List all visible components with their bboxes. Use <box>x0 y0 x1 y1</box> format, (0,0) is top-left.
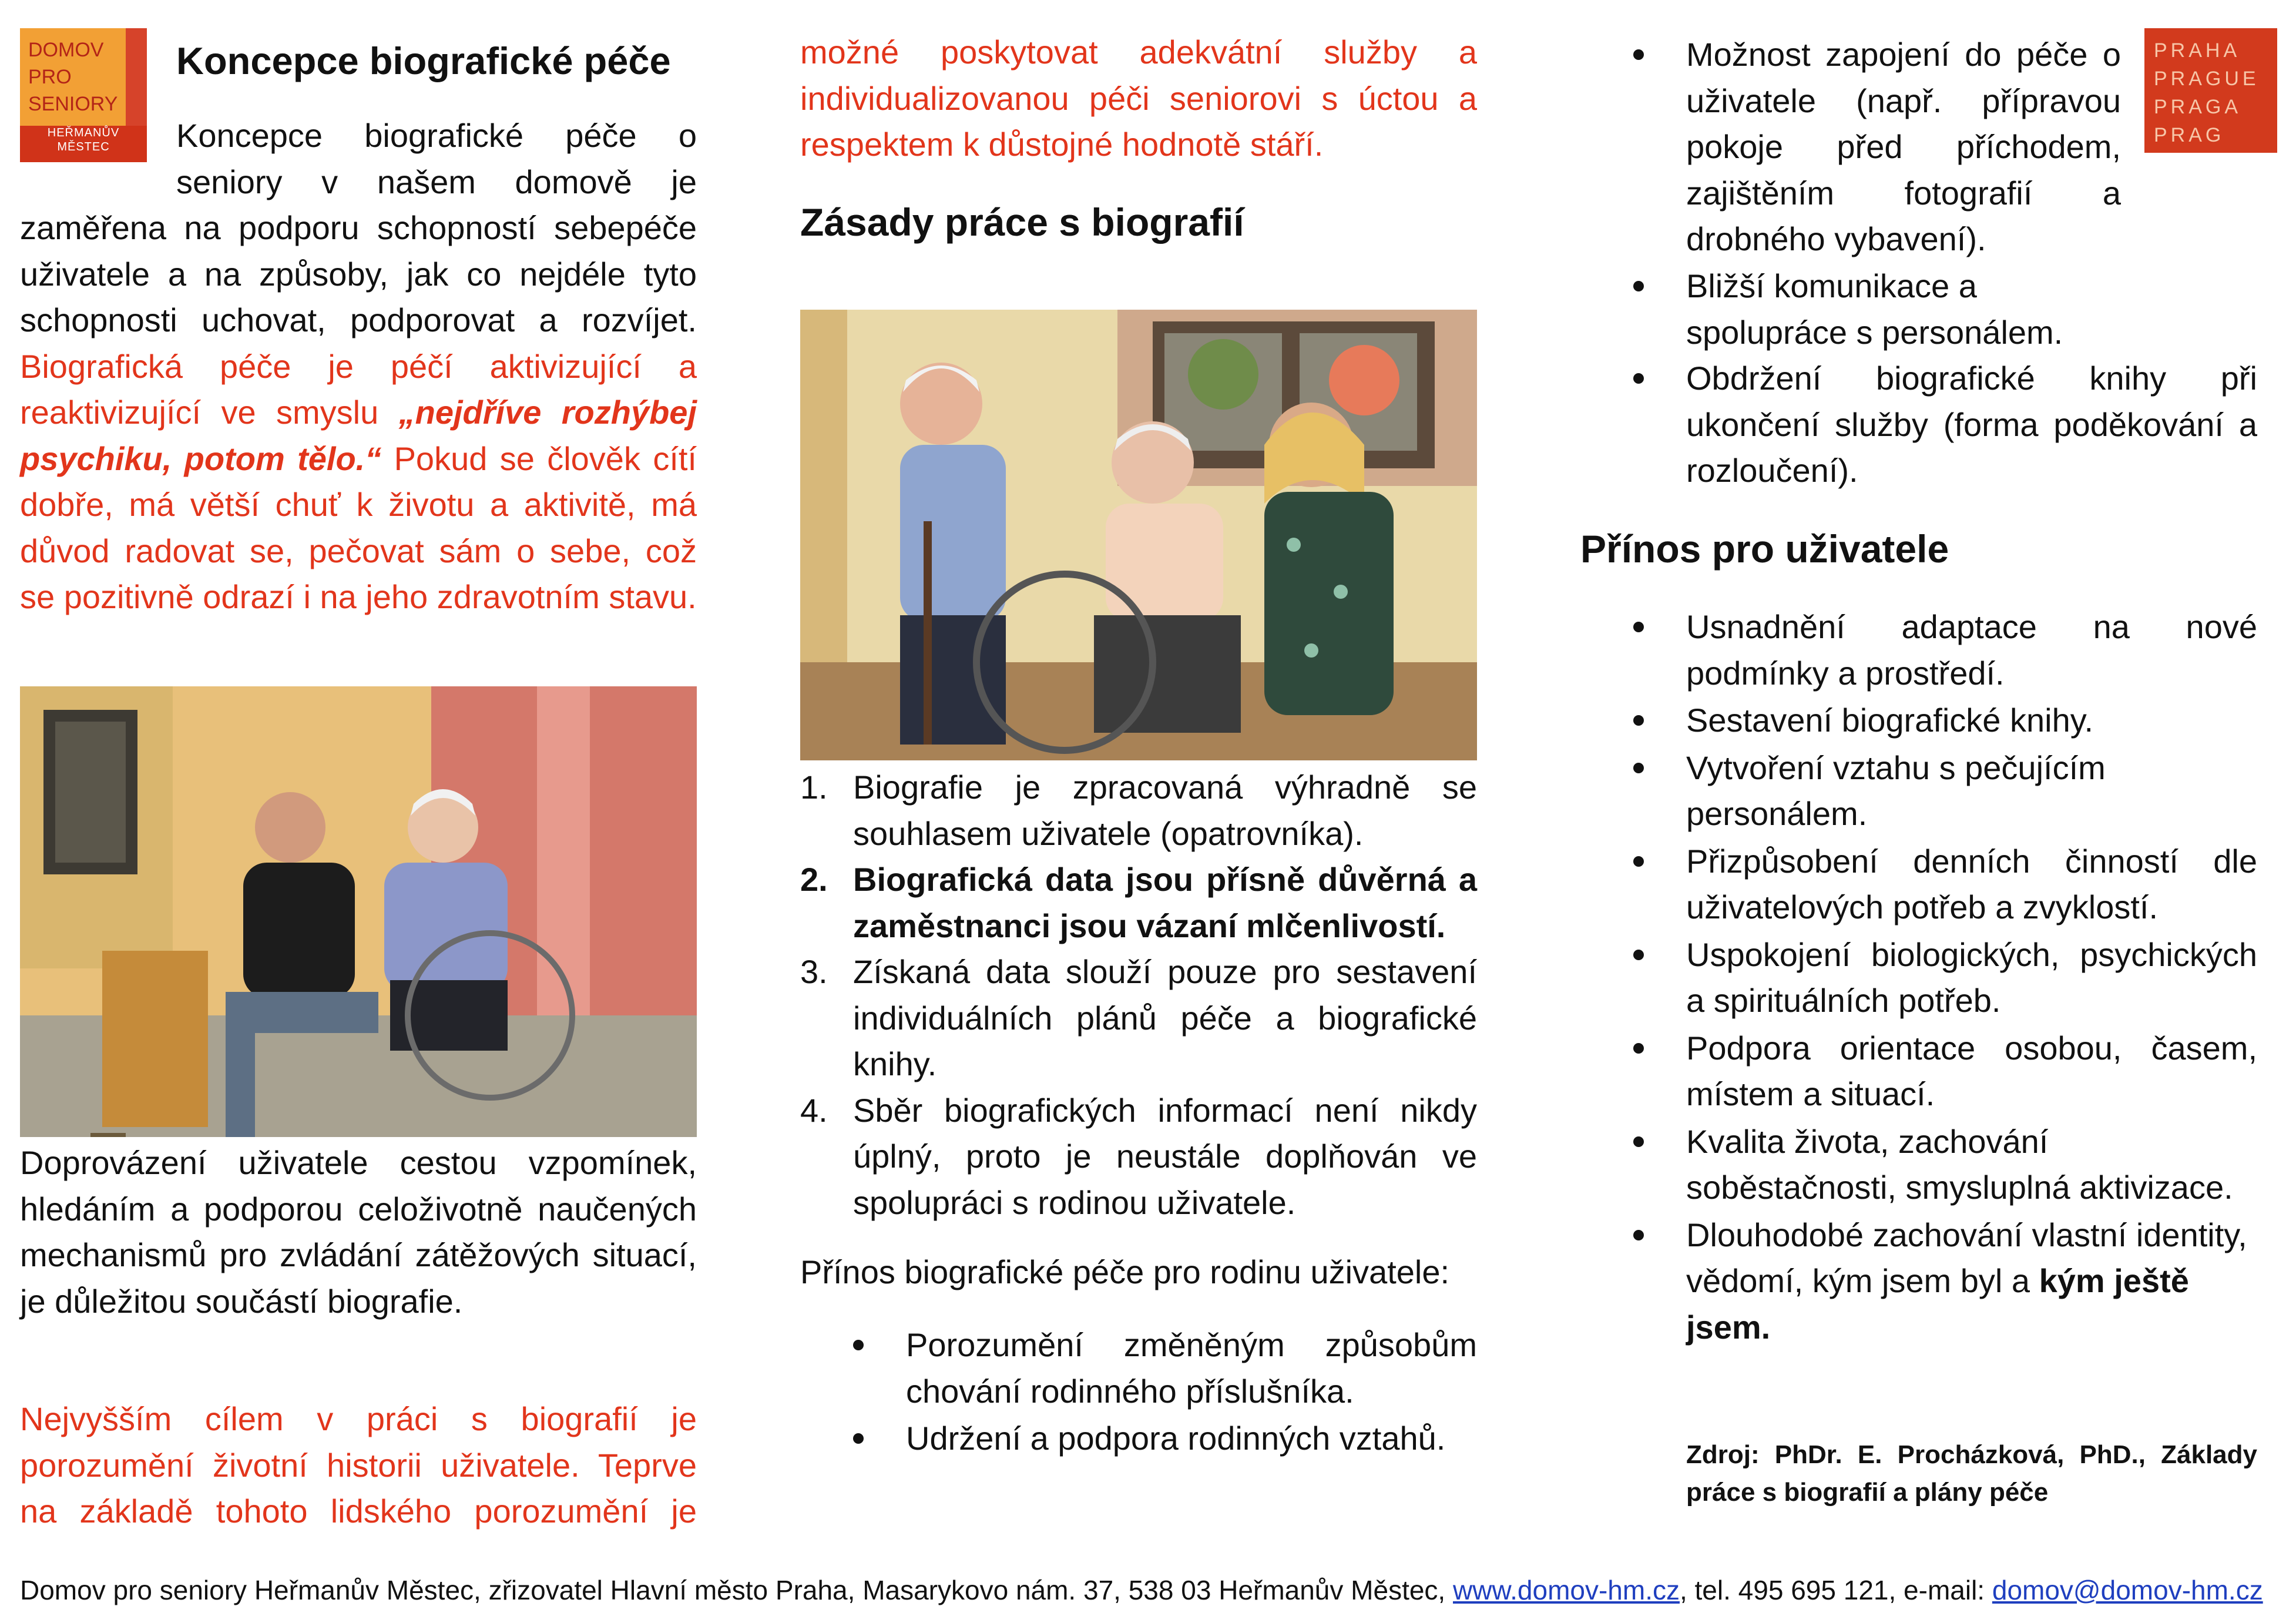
benefit-item: Uspokojení biologických, psychických a spirituálních potřeb. <box>1580 932 2257 1024</box>
rule-item <box>800 857 1477 949</box>
family-item: Udržení a podpora rodinných vztahů. <box>800 1416 1477 1462</box>
rule-item <box>800 949 1477 1088</box>
family-list <box>800 1322 1477 1463</box>
logo-text <box>28 36 118 118</box>
footer-phone: , tel. 495 695 121, e-mail: <box>1679 1575 1985 1605</box>
footer-text: Domov pro seniory Heřmanův Městec, zřizovatel Hlavní město Praha, Masarykovo nám. 37, 538 03 Heřmanův Městec, <box>20 1575 1446 1605</box>
page-title: Koncepce biografické péče <box>176 39 671 82</box>
benefit-item: Podpora orientace osobou, časem, místem a situací. <box>1580 1025 2257 1118</box>
praha-logo <box>2144 28 2277 153</box>
logo-city: HEŘMANŮV MĚSTEC <box>47 126 120 153</box>
red-quote: „nejdříve rozhýbej psychiku, potom tělo.“ <box>20 394 697 477</box>
goal-paragraph <box>20 1396 697 1535</box>
logo-line: DOMOV <box>28 39 104 61</box>
red-text-a: Biografická péče je péčí aktivizující a reaktivizující ve smyslu <box>20 347 697 431</box>
continuation-paragraph <box>800 29 1477 168</box>
logo-line: PRO <box>28 66 72 88</box>
footer-email-link[interactable]: domov@domov-hm.cz <box>1992 1575 2263 1605</box>
intro-lead-text: Koncepce biografické péče o seniory v našem domově je <box>176 117 697 200</box>
family-title: Přínos biografické péče pro rodinu uživatele: <box>800 1253 1450 1290</box>
rule-number: 3. <box>800 953 828 990</box>
domov-logo <box>20 28 147 162</box>
benefit-item: Přizpůsobení denních činností dle uživatelových potřeb a zvyklostí. <box>1580 839 2257 931</box>
last-benefit-bold: kým ještě jsem. <box>1686 1262 2189 1346</box>
rule-number: 4. <box>800 1091 828 1129</box>
intro-paragraph <box>20 205 697 621</box>
top-item: Obdržení biografické knihy při ukončení služby (forma poděkování a rozloučení). <box>1580 356 2257 494</box>
continuation-text: možné poskytovat adekvátní služby a individualizovanou péči seniorovi s úctou a respektem k důstojné hodnotě stáří. <box>800 33 1477 163</box>
photo-seniors-with-carer <box>800 310 1477 760</box>
last-benefit-text: Dlouhodobé zachování vlastní identity, vědomí, kým jsem byl a <box>1686 1216 2247 1299</box>
footer-web-link[interactable]: www.domov-hm.cz <box>1453 1575 1680 1605</box>
praha-logo-row: PRAGUE <box>2154 68 2260 90</box>
rule-item <box>800 764 1477 857</box>
rule-text: Biografie je zpracovaná výhradně se souhlasem uživatele (opatrovníka). <box>853 769 1477 852</box>
rule-text: Biografická data jsou přísně důvěrná a zaměstnanci jsou vázaní mlčenlivostí. <box>853 861 1477 944</box>
benefit-item: Vytvoření vztahu s pečujícím personálem. <box>1580 745 2257 837</box>
rule-number: 2. <box>800 861 828 898</box>
top-item: Bližší komunikace a spolupráce s personálem. <box>1580 263 2097 356</box>
rule-number: 1. <box>800 769 828 806</box>
benefits-list <box>1580 604 2257 1352</box>
intro-lead <box>176 113 697 205</box>
benefit-item: Usnadnění adaptace na nové podmínky a prostředí. <box>1580 604 2257 696</box>
top-list-rest <box>1580 263 2257 494</box>
family-item: Porozumění změněným způsobům chování rodinného příslušníka. <box>800 1322 1477 1414</box>
logo-line: SENIORY <box>28 93 118 115</box>
footer <box>20 1574 2263 1607</box>
after-photo-paragraph <box>20 1140 697 1324</box>
praha-logo-row: PRAGA <box>2154 96 2242 118</box>
benefit-item: Sestavení biografické knihy. <box>1580 698 2257 744</box>
benefits-heading: Přínos pro uživatele <box>1580 527 1949 571</box>
praha-logo-row: PRAG <box>2154 124 2225 146</box>
rules-heading: Zásady práce s biografií <box>800 200 1244 244</box>
rules-list <box>800 764 1477 1226</box>
top-list-first <box>1580 32 2121 263</box>
source-note: Zdroj: PhDr. E. Procházková, PhD., Základy práce s biografií a plány péče <box>1686 1440 2257 1507</box>
rule-text: Získaná data slouží pouze pro sestavení individuálních plánů péče a biografické knihy. <box>853 953 1477 1082</box>
after-photo-text: Doprovázení uživatele cestou vzpomínek, hledáním a podporou celoživotně naučených mechanismů pro zvládání zátěžových situací, je důležitou součástí biografie. <box>20 1144 697 1320</box>
logo-bar <box>126 28 147 126</box>
goal-text: Nejvyšším cílem v práci s biografií je porozumění životní historii uživatele. Teprve na základě tohoto lidského porozumění je <box>20 1400 697 1530</box>
benefit-item <box>1580 1212 2257 1351</box>
top-item: Možnost zapojení do péče o uživatele (např. přípravou pokoje před příchodem, zajištěním fotografií a drobného vybavení). <box>1580 32 2121 263</box>
rule-text: Sběr biografických informací není nikdy úplný, proto je neustále doplňován ve spolupráci s rodinou uživatele. <box>853 1091 1477 1221</box>
praha-logo-row: PRAHA <box>2154 39 2241 62</box>
intro-rest: zaměřena na podporu schopností sebepéče uživatele a na způsoby, jak co nejdéle tyto schopnosti uchovat, podporovat a rozvíjet. <box>20 209 697 338</box>
photo-man-with-senior <box>20 686 697 1137</box>
red-text-b: Pokud se člověk cítí dobře, má větší chuť k životu a aktivitě, má důvod radovat se, pečovat sám o sebe, což se pozitivně odrazí i na jeho zdravotním stavu. <box>20 440 697 615</box>
benefit-item: Kvalita života, zachování soběstačnosti, smysluplná aktivizace. <box>1580 1119 2257 1211</box>
rule-item <box>800 1088 1477 1226</box>
